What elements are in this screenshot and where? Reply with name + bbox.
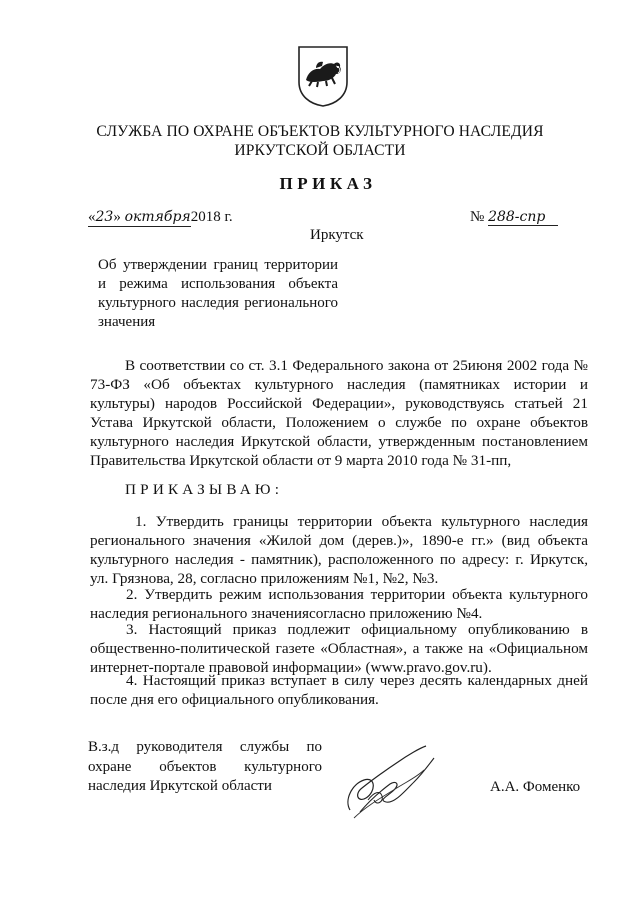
date-month: октября <box>124 209 191 225</box>
order-item-2: 2. Утвердить режим использования территории объекта культурного наследия регионального значениясогласно приложению №4. <box>90 586 588 622</box>
date-year: 2018 г. <box>190 209 233 225</box>
handwritten-signature <box>330 740 440 830</box>
document-title: ПРИКАЗ <box>279 174 377 193</box>
order-item-3: 3. Настоящий приказ подлежит официальному опубликованию в общественно-политической газете «Областная», а также на «Официальном интернет-портале правовой информации» (www.pravo.gov.ru). <box>90 621 588 676</box>
order-number <box>470 208 558 227</box>
order-item-4: 4. Настоящий приказ вступает в силу через десять календарных дней после дня его официального опубликования. <box>90 672 588 708</box>
date-open-quote: « <box>88 209 96 225</box>
signer-position: В.з.д руководителя службы по охране объектов культурного наследия Иркутской области <box>88 739 322 794</box>
organization-name-line1: СЛУЖБА ПО ОХРАНЕ ОБЪЕКТОВ КУЛЬТУРНОГО НАСЛЕДИЯ <box>96 123 544 140</box>
organization-name-line2: ИРКУТСКОЙ ОБЛАСТИ <box>234 142 406 159</box>
order-directive-word: ПРИКАЗЫВАЮ: <box>125 481 284 498</box>
preamble-paragraph: В соответствии со ст. 3.1 Федерального закона от 25июня 2002 года № 73-ФЗ «Об объектах культурного наследия (памятниках истории и культуры) народов Российской Федерации», руководствуясь статьей 21 Устава Иркутской области, Положением о службе по охране объектов культурного наследия Иркутской области, утвержденным постановлением Правительства Иркутской области от 9 марта 2010 года № 31-пп, <box>90 357 588 469</box>
order-date <box>88 208 233 227</box>
order-subject: Об утверждении границ территории и режима использования объекта культурного наследия регионального значения <box>98 257 338 330</box>
number-prefix: № <box>470 209 485 225</box>
date-day: 23 <box>95 209 114 225</box>
order-item-1: 1. Утвердить границы территории объекта культурного наследия регионального значения «Жилой дом (дерев.)», 1890-е гг.» (вид объекта культурного наследия - памятник), расположенного по адресу: г. Иркутск, ул. Грязнова, 28, согласно приложениям №1, №2, №3. <box>90 513 588 587</box>
date-close-quote: » <box>113 209 121 225</box>
city-name: Иркутск <box>310 227 364 243</box>
signer-name: А.А. Фоменко <box>490 779 581 795</box>
coat-of-arms-emblem <box>296 44 350 108</box>
number-value: 288-спр <box>488 210 558 226</box>
